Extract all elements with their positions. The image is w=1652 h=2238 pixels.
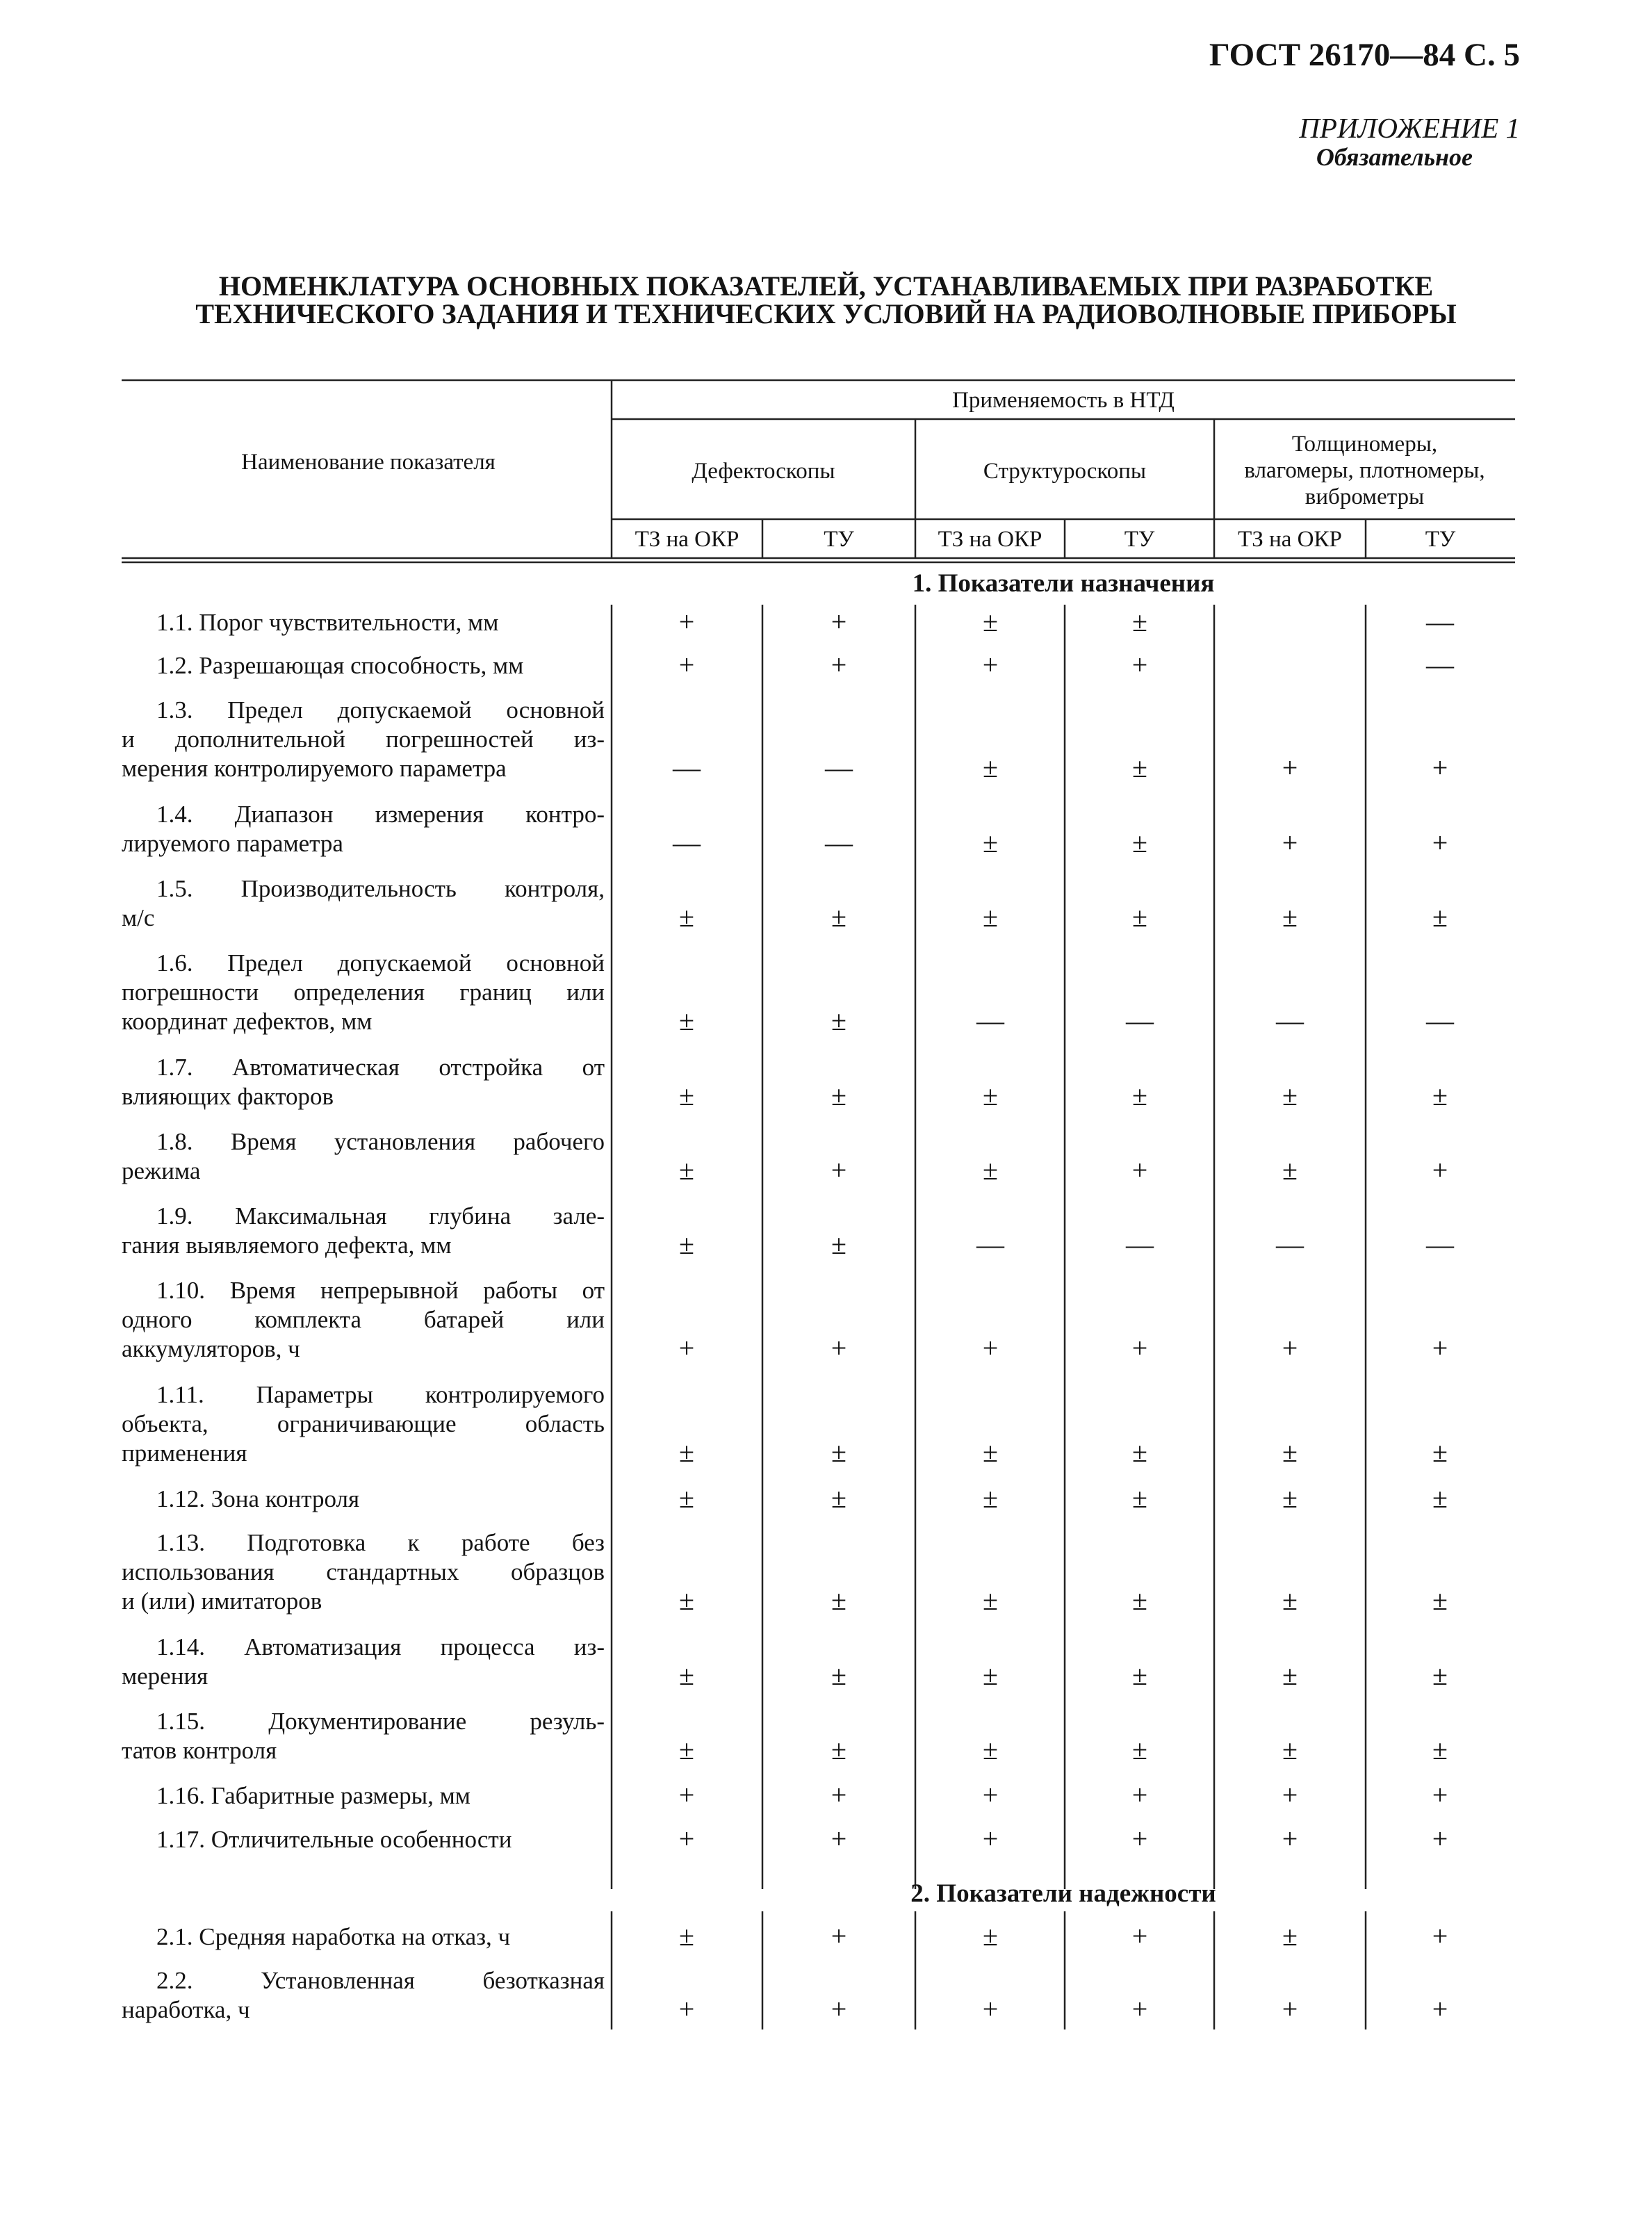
applicability-mark: + — [982, 1332, 999, 1364]
indicator-name — [122, 1485, 605, 1514]
applicability-mark: ± — [1432, 901, 1448, 933]
indicator-name — [122, 1825, 605, 1854]
indicator-name-line: 1.7. Автоматическая отстройка от — [156, 1054, 605, 1081]
applicability-mark: + — [1131, 649, 1148, 680]
applicability-mark: + — [1282, 1332, 1298, 1364]
applicability-mark: ± — [1432, 1080, 1448, 1111]
page-header-standard: ГОСТ 26170—84 С. 5 — [1209, 37, 1520, 73]
applicability-mark: + — [1131, 1154, 1148, 1186]
applicability-mark: + — [831, 1779, 847, 1811]
applicability-mark: ± — [1132, 606, 1147, 637]
document-title-line-1: НОМЕНКЛАТУРА ОСНОВНЫХ ПОКАЗАТЕЛЕЙ, УСТАНАВЛИВАЕМЫХ ПРИ РАЗРАБОТКЕ — [218, 270, 1434, 302]
applicability-mark: ± — [1282, 1154, 1298, 1186]
applicability-mark: ± — [831, 1005, 847, 1036]
indicator-name-line: наработка, ч — [122, 1996, 250, 2023]
applicability-mark: ± — [1282, 1920, 1298, 1952]
applicability-mark: ± — [1132, 1437, 1147, 1468]
header-subcol-4: ТУ — [1124, 527, 1155, 552]
applicability-mark: + — [831, 1993, 847, 2025]
applicability-mark: + — [1432, 1332, 1448, 1364]
applicability-mark: + — [831, 1823, 847, 1854]
indicator-name-line: применения — [122, 1439, 247, 1467]
indicator-name-line: 1.13. Подготовка к работе без — [156, 1529, 605, 1556]
header-indicator-name: Наименование показателя — [241, 450, 496, 475]
applicability-mark: + — [1131, 1779, 1148, 1811]
applicability-mark: ± — [983, 1660, 998, 1691]
indicator-name — [122, 949, 605, 1036]
indicator-name — [122, 1781, 605, 1811]
indicator-name-line: влияющих факторов — [122, 1083, 334, 1110]
indicator-name — [122, 1053, 605, 1111]
indicator-name-line: 1.6. Предел допускаемой основной — [156, 949, 605, 977]
applicability-mark: ± — [1282, 1734, 1298, 1765]
applicability-mark: + — [1432, 752, 1448, 783]
applicability-mark: ± — [1132, 752, 1147, 783]
indicator-name-line: 1.2. Разрешающая способность, мм — [156, 652, 524, 679]
applicability-mark: + — [982, 649, 999, 680]
indicator-name-line: 1.8. Время установления рабочего — [156, 1128, 605, 1155]
applicability-mark: + — [678, 1823, 695, 1854]
applicability-mark: ± — [831, 1437, 847, 1468]
applicability-mark: ± — [983, 1437, 998, 1468]
applicability-mark: + — [1131, 1332, 1148, 1364]
applicability-mark: ± — [1282, 1660, 1298, 1691]
indicator-name — [122, 1633, 605, 1691]
applicability-mark: + — [1282, 827, 1298, 858]
applicability-mark: ± — [983, 1154, 998, 1186]
applicability-mark: ± — [831, 1483, 847, 1514]
applicability-mark: ± — [983, 606, 998, 637]
applicability-mark: ± — [679, 901, 694, 933]
applicability-mark: ± — [679, 1080, 694, 1111]
applicability-mark: ± — [679, 1483, 694, 1514]
applicability-mark: + — [982, 1823, 999, 1854]
applicability-mark: ± — [983, 1483, 998, 1514]
applicability-mark: + — [678, 1779, 695, 1811]
applicability-mark: ± — [831, 1660, 847, 1691]
indicator-name-line: 1.11. Параметры контролируемого — [156, 1381, 605, 1408]
applicability-mark: — — [976, 1005, 1004, 1036]
applicability-mark: ± — [983, 901, 998, 933]
indicator-name-line: одного комплекта батарей или — [122, 1306, 605, 1333]
applicability-mark: + — [1432, 827, 1448, 858]
header-group-3-line-3: виброметры — [1305, 484, 1425, 509]
indicator-name-line: 1.5. Производительность контроля, — [156, 875, 605, 902]
applicability-mark: ± — [1282, 901, 1298, 933]
applicability-mark: ± — [1132, 1585, 1147, 1616]
applicability-mark: + — [1282, 1779, 1298, 1811]
appendix-status: Обязательное — [1316, 143, 1473, 171]
indicator-name-line: 1.15. Документирование резуль- — [156, 1708, 605, 1735]
applicability-mark: + — [982, 1993, 999, 2025]
applicability-mark: — — [1126, 1229, 1154, 1260]
appendix-label: ПРИЛОЖЕНИЕ 1 — [1299, 112, 1520, 144]
applicability-mark: ± — [679, 1585, 694, 1616]
indicator-name — [122, 1707, 605, 1765]
applicability-mark: ± — [1432, 1585, 1448, 1616]
indicator-name-line: объекта, ограничивающие область — [122, 1410, 605, 1437]
indicator-name-line: погрешности определения границ или — [122, 979, 605, 1006]
indicator-name — [122, 1528, 605, 1616]
applicability-mark: + — [678, 649, 695, 680]
section-title: 2. Показатели надежности — [910, 1879, 1216, 1908]
applicability-mark: ± — [679, 1734, 694, 1765]
header-group-3-line-2: влагомеры, плотномеры, — [1244, 458, 1485, 483]
applicability-mark: ± — [679, 1229, 694, 1260]
applicability-mark: + — [1432, 1779, 1448, 1811]
indicator-name — [122, 1202, 605, 1260]
applicability-mark: — — [1276, 1229, 1304, 1260]
applicability-mark: + — [1432, 1920, 1448, 1952]
applicability-mark: ± — [831, 901, 847, 933]
indicator-name-line: режима — [122, 1157, 201, 1184]
indicator-name — [122, 1922, 605, 1952]
indicator-name-line: лируемого параметра — [122, 830, 343, 857]
header-subcol-2: ТУ — [824, 527, 854, 552]
applicability-mark: ± — [831, 1585, 847, 1616]
applicability-mark: ± — [983, 1920, 998, 1952]
indicator-name-line: м/с — [122, 904, 155, 931]
applicability-mark: ± — [831, 1229, 847, 1260]
indicator-name — [122, 1276, 605, 1364]
applicability-mark: + — [678, 606, 695, 637]
applicability-mark: + — [1282, 752, 1298, 783]
applicability-mark: + — [1432, 1154, 1448, 1186]
applicability-mark: + — [1131, 1823, 1148, 1854]
applicability-mark: ± — [1132, 1660, 1147, 1691]
applicability-mark: + — [831, 1332, 847, 1364]
applicability-mark: — — [1426, 649, 1454, 680]
applicability-mark: ± — [983, 1734, 998, 1765]
applicability-mark: + — [1131, 1993, 1148, 2025]
applicability-mark: ± — [1432, 1734, 1448, 1765]
applicability-mark: + — [831, 606, 847, 637]
header-subcol-3: ТЗ на ОКР — [938, 527, 1042, 552]
header-group-structuroscopes: Структуроскопы — [983, 459, 1147, 484]
indicator-name-line: татов контроля — [122, 1737, 277, 1764]
indicator-name — [122, 651, 605, 680]
applicability-mark: — — [825, 827, 853, 858]
section-title: 1. Показатели назначения — [912, 569, 1215, 598]
indicator-name-line: аккумуляторов, ч — [122, 1335, 300, 1362]
indicator-name-line: 2.2. Установленная безотказная — [156, 1967, 605, 1994]
indicator-name-line: 1.10. Время непрерывной работы от — [156, 1277, 605, 1304]
applicability-mark: — — [1426, 606, 1454, 637]
indicator-name-line: координат дефектов, мм — [122, 1008, 373, 1035]
applicability-mark: — — [673, 827, 701, 858]
indicator-name-line: 1.16. Габаритные размеры, мм — [156, 1782, 471, 1809]
document-title-line-2: ТЕХНИЧЕСКОГО ЗАДАНИЯ И ТЕХНИЧЕСКИХ УСЛОВИЙ НА РАДИОВОЛНОВЫЕ ПРИБОРЫ — [195, 298, 1457, 329]
applicability-mark: ± — [679, 1660, 694, 1691]
applicability-mark: — — [1426, 1229, 1454, 1260]
header-subcol-6: ТУ — [1425, 527, 1456, 552]
applicability-mark: + — [678, 1332, 695, 1364]
indicator-name — [122, 1127, 605, 1186]
header-group-3-line-1: Толщиномеры, — [1291, 432, 1438, 457]
applicability-mark: — — [673, 752, 701, 783]
applicability-mark: ± — [1432, 1437, 1448, 1468]
indicator-name-line: и дополнительной погрешностей из- — [122, 726, 605, 753]
applicability-mark: ± — [679, 1154, 694, 1186]
header-subcol-5: ТЗ на ОКР — [1238, 527, 1342, 552]
applicability-mark: ± — [1282, 1080, 1298, 1111]
applicability-mark: ± — [1132, 827, 1147, 858]
applicability-mark: — — [825, 752, 853, 783]
indicator-name-line: 1.17. Отличительные особенности — [156, 1826, 512, 1853]
header-group-thickness-gauges — [1214, 431, 1515, 510]
header-applicability: Применяемость в НТД — [952, 388, 1175, 413]
applicability-mark: + — [1282, 1823, 1298, 1854]
indicator-name — [122, 874, 605, 933]
applicability-mark: + — [831, 649, 847, 680]
indicator-name-line: 1.14. Автоматизация процесса из- — [156, 1633, 605, 1660]
applicability-mark: ± — [1132, 1080, 1147, 1111]
applicability-mark: ± — [1282, 1585, 1298, 1616]
applicability-mark: ± — [983, 1585, 998, 1616]
applicability-mark: ± — [983, 752, 998, 783]
applicability-mark: + — [831, 1920, 847, 1952]
indicator-name — [122, 608, 605, 637]
indicator-name — [122, 1966, 605, 2025]
applicability-mark: ± — [1282, 1437, 1298, 1468]
applicability-mark: + — [831, 1154, 847, 1186]
indicator-name-line: использования стандартных образцов — [122, 1558, 605, 1585]
applicability-mark: + — [678, 1993, 695, 2025]
indicator-name-line: 1.1. Порог чувствительности, мм — [156, 609, 499, 636]
indicator-name-line: и (или) имитаторов — [122, 1587, 322, 1615]
applicability-mark: ± — [1132, 1734, 1147, 1765]
applicability-mark: + — [1282, 1993, 1298, 2025]
applicability-mark: — — [976, 1229, 1004, 1260]
applicability-mark: + — [1432, 1823, 1448, 1854]
applicability-mark: ± — [679, 1920, 694, 1952]
indicator-name-line: гания выявляемого дефекта, мм — [122, 1232, 452, 1259]
indicator-name — [122, 696, 605, 783]
indicator-name-line: 1.4. Диапазон измерения контро- — [156, 801, 605, 828]
applicability-mark: — — [1426, 1005, 1454, 1036]
indicator-name-line: 1.9. Максимальная глубина зале- — [156, 1202, 605, 1230]
applicability-mark: ± — [679, 1005, 694, 1036]
indicator-name-line: 1.3. Предел допускаемой основной — [156, 696, 605, 724]
indicator-name-line: мерения — [122, 1663, 208, 1690]
indicator-name — [122, 800, 605, 858]
applicability-mark: ± — [831, 1734, 847, 1765]
applicability-mark: + — [1131, 1920, 1148, 1952]
indicator-name-line: мерения контролируемого параметра — [122, 755, 507, 782]
applicability-mark: ± — [1132, 901, 1147, 933]
applicability-mark: — — [1126, 1005, 1154, 1036]
indicator-name-line: 1.12. Зона контроля — [156, 1485, 360, 1512]
applicability-mark: ± — [1432, 1483, 1448, 1514]
indicator-name-line: 2.1. Средняя наработка на отказ, ч — [156, 1923, 511, 1950]
indicator-name — [122, 1380, 605, 1468]
applicability-mark: ± — [983, 1080, 998, 1111]
applicability-mark: ± — [1282, 1483, 1298, 1514]
applicability-mark: ± — [1432, 1660, 1448, 1691]
applicability-mark: ± — [831, 1080, 847, 1111]
applicability-mark: ± — [983, 827, 998, 858]
header-group-defectoscopes: Дефектоскопы — [692, 459, 835, 484]
applicability-mark: ± — [679, 1437, 694, 1468]
applicability-mark: — — [1276, 1005, 1304, 1036]
applicability-mark: + — [1432, 1993, 1448, 2025]
header-subcol-1: ТЗ на ОКР — [635, 527, 739, 552]
applicability-mark: + — [982, 1779, 999, 1811]
applicability-mark: ± — [1132, 1483, 1147, 1514]
